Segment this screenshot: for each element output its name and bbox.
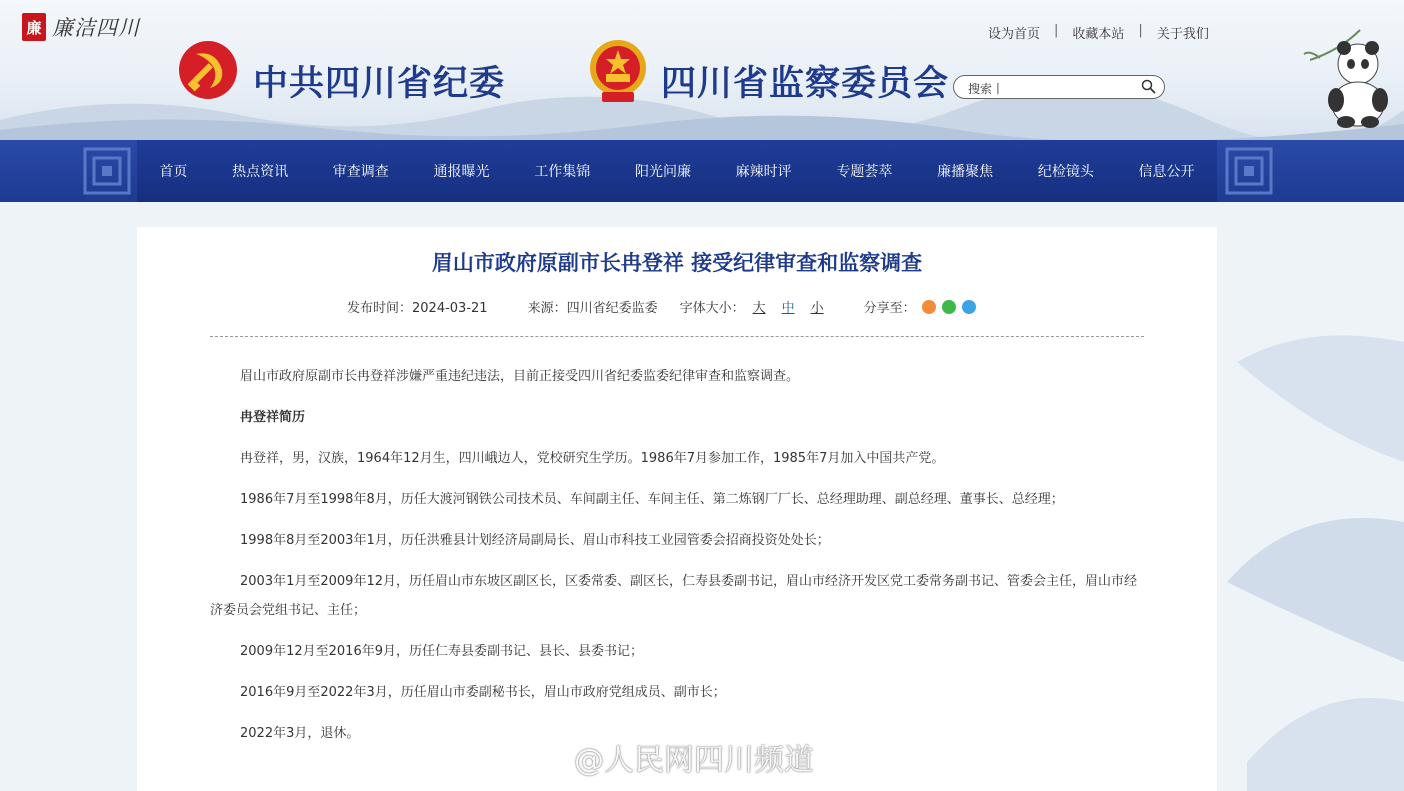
- nav-item-home[interactable]: 首页: [159, 164, 188, 180]
- watermark-text: @人民网四川频道: [574, 743, 814, 778]
- party-emblem-icon: [178, 40, 238, 100]
- share-label: 分享至：: [863, 301, 916, 316]
- search-icon[interactable]: [1141, 79, 1156, 94]
- nav-item-sunshine[interactable]: 阳光问廉: [634, 164, 691, 180]
- resume-heading: 冉登祥简历: [240, 410, 306, 425]
- nav-item-hot-news[interactable]: 热点资讯: [232, 164, 289, 180]
- wechat-share-icon[interactable]: [942, 300, 956, 314]
- weibo-watermark-icon: [528, 741, 568, 773]
- nav-item-exposure[interactable]: 通报曝光: [433, 164, 490, 180]
- search-input[interactable]: [966, 78, 1130, 98]
- logo-text: 廉洁四川: [52, 16, 140, 40]
- nav-item-disclosure[interactable]: 信息公开: [1138, 164, 1195, 180]
- site-logo[interactable]: [22, 12, 140, 42]
- brand-title-left: 中共四川省纪委: [253, 64, 506, 104]
- paragraph: 2003年1月至2009年12月，历任眉山市东坡区副区长，区委常委、副区长，仁寿县委副书记，眉山市经济开发区党工委常务副书记、管委会主任，眉山市经济委员会党组书记、主任；: [210, 574, 1137, 618]
- publish-date: 发布时间：2024-03-21: [347, 301, 488, 316]
- paragraph: 2016年9月至2022年3月，历任眉山市委副秘书长，眉山市政府党组成员、副市长；: [240, 685, 726, 700]
- fret-pattern-icon: [1224, 146, 1274, 196]
- nav-item-commentary[interactable]: 麻辣时评: [735, 164, 792, 180]
- paragraph: 2022年3月，退休。: [240, 726, 360, 741]
- main-nav-bar: [0, 140, 1404, 202]
- bookmark-link[interactable]: 收藏本站: [1072, 27, 1125, 42]
- separator: |: [1054, 23, 1059, 38]
- article-body: [210, 362, 1144, 748]
- weibo-share-icon[interactable]: [922, 300, 936, 314]
- watermark: [528, 735, 814, 779]
- fret-pattern-icon: [82, 146, 132, 196]
- font-size-medium-button[interactable]: 中: [781, 301, 795, 316]
- font-size-large-button[interactable]: 大: [752, 301, 766, 316]
- set-homepage-link[interactable]: 设为首页: [988, 27, 1041, 42]
- panda-bamboo-icon: [1300, 20, 1400, 130]
- nav-item-work[interactable]: 工作集锦: [534, 164, 591, 180]
- logo-seal-icon: 廉: [22, 13, 46, 41]
- font-size-label: 字体大小：: [679, 301, 745, 316]
- nav-item-investigation[interactable]: 审查调查: [332, 164, 389, 180]
- search-box: [953, 75, 1165, 99]
- top-links: [988, 23, 1209, 42]
- ink-background-decoration: [1217, 202, 1404, 791]
- nav-item-broadcast[interactable]: 廉播聚焦: [937, 164, 994, 180]
- about-link[interactable]: 关于我们: [1156, 27, 1209, 42]
- nav-item-camera[interactable]: 纪检镜头: [1037, 164, 1094, 180]
- article-source: 来源：四川省纪委监委: [527, 301, 658, 316]
- national-emblem-icon: [588, 38, 648, 104]
- nav-item-topics[interactable]: 专题荟萃: [836, 164, 893, 180]
- paragraph: 1998年8月至2003年1月，历任洪雅县计划经济局副局长、眉山市科技工业园管委会招商投资处处长；: [240, 533, 830, 548]
- brand-title-right: 四川省监察委员会: [661, 64, 950, 104]
- paragraph: 1986年7月至1998年8月，历任大渡河钢铁公司技术员、车间副主任、车间主任、第二炼钢厂厂长、总经理助理、副总经理、董事长、总经理；: [240, 492, 1064, 507]
- main-nav: [137, 140, 1217, 202]
- separator: |: [1138, 23, 1143, 38]
- article-meta: [210, 297, 976, 316]
- qq-share-icon[interactable]: [962, 300, 976, 314]
- header-banner: [0, 0, 1404, 140]
- paragraph: 2009年12月至2016年9月，历任仁寿县委副书记、县长、县委书记；: [240, 644, 643, 659]
- paragraph: 冉登祥，男，汉族，1964年12月生，四川峨边人，党校研究生学历。1986年7月参加工作，1985年7月加入中国共产党。: [240, 451, 945, 466]
- font-size-small-button[interactable]: 小: [810, 301, 824, 316]
- divider: [210, 336, 1144, 337]
- article-title: 眉山市政府原副市长冉登祥 接受纪律审查和监察调查: [431, 251, 923, 275]
- paragraph: 眉山市政府原副市长冉登祥涉嫌严重违纪违法，目前正接受四川省纪委监委纪律审查和监察调查。: [240, 369, 800, 384]
